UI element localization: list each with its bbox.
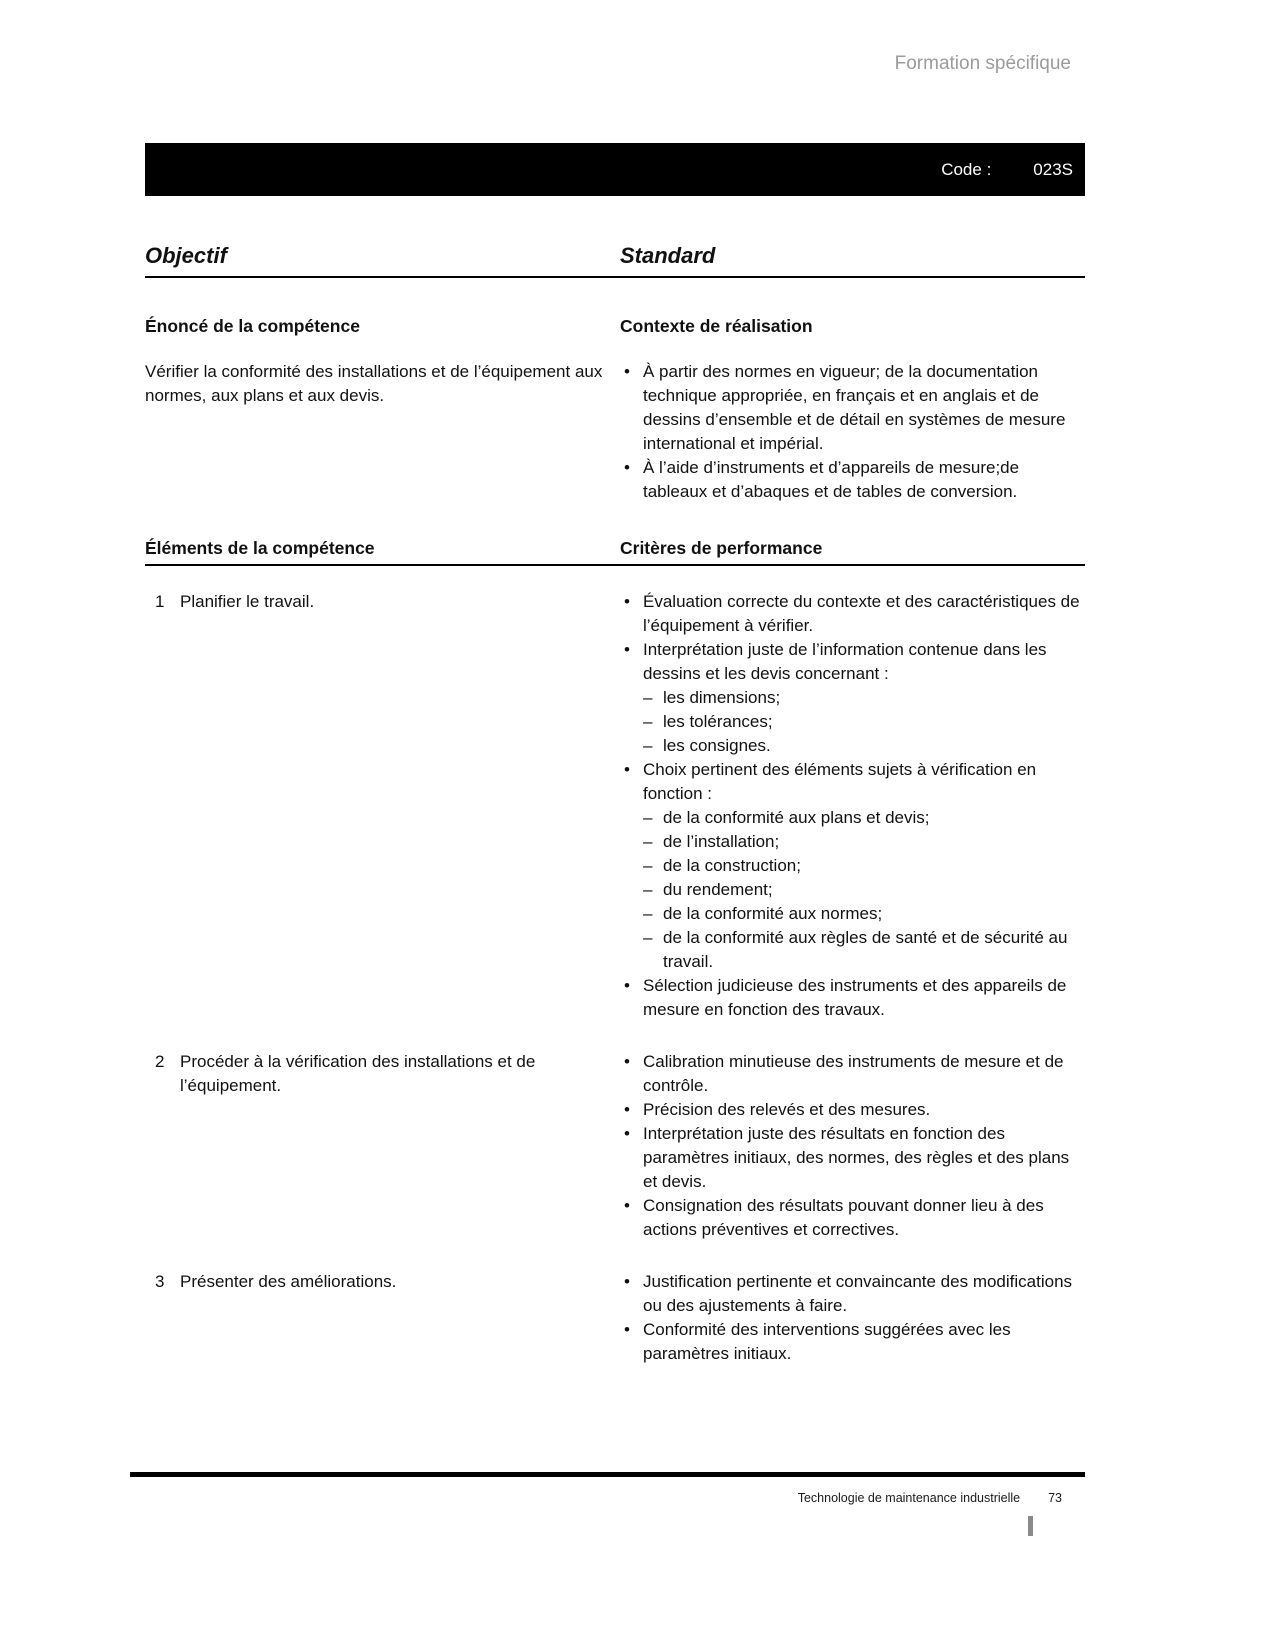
- criterion-text: Consignation des résultats pouvant donner lieu à des actions préventives et correctives.: [643, 1196, 1044, 1239]
- enonce-body: Vérifier la conformité des installations et de l’équipement aux normes, aux plans et aux devis.: [145, 362, 603, 405]
- criterion-bullet: [620, 1122, 1085, 1194]
- criterion-text: Justification pertinente et convaincante des modifications ou des ajustements à faire.: [643, 1272, 1073, 1315]
- contexte-bullet: • À partir des normes en vigueur; de la documentation technique appropriée, en français et en anglais et de dessins d’ensemble et de détail en systèmes de mesure international et impérial.: [620, 360, 1085, 456]
- element-number: 3: [155, 1272, 165, 1291]
- code-label: Code :: [941, 159, 992, 179]
- criterion-sub-item: – de l’installation;: [643, 830, 1085, 854]
- page-mark: [1028, 1516, 1033, 1536]
- element-item: [145, 1050, 620, 1242]
- criterion-sub-item: – de la conformité aux plans et devis;: [643, 806, 1085, 830]
- contexte-bullets: [620, 360, 1085, 504]
- criterion-sub-item: – les consignes.: [643, 734, 1085, 758]
- criterion-bullet: [620, 1194, 1085, 1242]
- objectif-title: Objectif: [145, 243, 227, 268]
- criterion-sub-item: – de la conformité aux normes;: [643, 902, 1085, 926]
- criterion-bullet: [620, 1050, 1085, 1098]
- column-titles-row: [145, 242, 1085, 278]
- criterion-text: Précision des relevés et des mesures.: [643, 1100, 931, 1119]
- running-header: Formation spécifique: [894, 53, 1071, 74]
- criteria-list: [620, 590, 1085, 1022]
- competency-row-3: [145, 1270, 1085, 1366]
- code-bar: [145, 143, 1085, 196]
- criterion-bullet: [620, 1318, 1085, 1366]
- competency-row-2: [145, 1050, 1085, 1242]
- criterion-sub-item: – du rendement;: [643, 878, 1085, 902]
- contexte-heading: Contexte de réalisation: [620, 316, 813, 336]
- element-text: Planifier le travail.: [180, 592, 315, 611]
- criterion-bullet: [620, 638, 1085, 758]
- footer-text: Technologie de maintenance industrielle: [797, 1491, 1021, 1505]
- element-number: 1: [155, 592, 165, 611]
- criterion-sub-item: – de la construction;: [643, 854, 1085, 878]
- footer-rule: [130, 1472, 1085, 1477]
- footer: [130, 1490, 1062, 1506]
- enonce-heading: Énoncé de la compétence: [145, 316, 360, 336]
- criterion-text: Conformité des interventions suggérées avec les paramètres initiaux.: [643, 1320, 1011, 1363]
- criterion-text: Interprétation juste des résultats en fonction des paramètres initiaux, des normes, des règles et des plans et devis.: [643, 1124, 1070, 1191]
- element-item: [145, 590, 620, 1022]
- element-item: [145, 1270, 620, 1366]
- criterion-text: Calibration minutieuse des instruments de mesure et de contrôle.: [643, 1052, 1064, 1095]
- criterion-bullet: [620, 1098, 1085, 1122]
- contexte-bullet: • À l’aide d’instruments et d’appareils de mesure;de tableaux et d’abaques et de tables de conversion.: [620, 456, 1085, 504]
- element-number: 2: [155, 1052, 165, 1071]
- criterion-text: Choix pertinent des éléments sujets à vérification en fonction :: [643, 760, 1037, 803]
- standard-title: Standard: [620, 243, 716, 268]
- criteria-list: [620, 1050, 1085, 1242]
- element-text: Présenter des améliorations.: [180, 1272, 397, 1291]
- code-value: 023S: [1033, 159, 1073, 179]
- criterion-sub-item: – de la conformité aux règles de santé et de sécurité au travail.: [643, 926, 1085, 974]
- subheadings-row: [145, 314, 1085, 338]
- criterion-text: Évaluation correcte du contexte et des caractéristiques de l’équipement à vérifier.: [643, 592, 1080, 635]
- elements-criteres-heading-row: [145, 536, 1085, 566]
- footer-page-number: 73: [1048, 1491, 1062, 1505]
- criteres-heading: Critères de performance: [620, 538, 823, 558]
- competency-row-1: [145, 590, 1085, 1022]
- criterion-bullet: [620, 974, 1085, 1022]
- criteria-list: [620, 1270, 1085, 1366]
- elements-heading: Éléments de la compétence: [145, 538, 375, 558]
- criterion-text: Sélection judicieuse des instruments et des appareils de mesure en fonction des travaux.: [643, 976, 1067, 1019]
- criterion-sub-item: – les tolérances;: [643, 710, 1085, 734]
- element-text: Procéder à la vérification des installations et de l’équipement.: [180, 1052, 536, 1095]
- criterion-text: Interprétation juste de l’information contenue dans les dessins et les devis concernant :: [643, 640, 1047, 683]
- criterion-bullet: [620, 590, 1085, 638]
- criterion-bullet: [620, 758, 1085, 974]
- criterion-sub-item: – les dimensions;: [643, 686, 1085, 710]
- criterion-bullet: [620, 1270, 1085, 1318]
- enonce-contexte-row: [145, 360, 1085, 504]
